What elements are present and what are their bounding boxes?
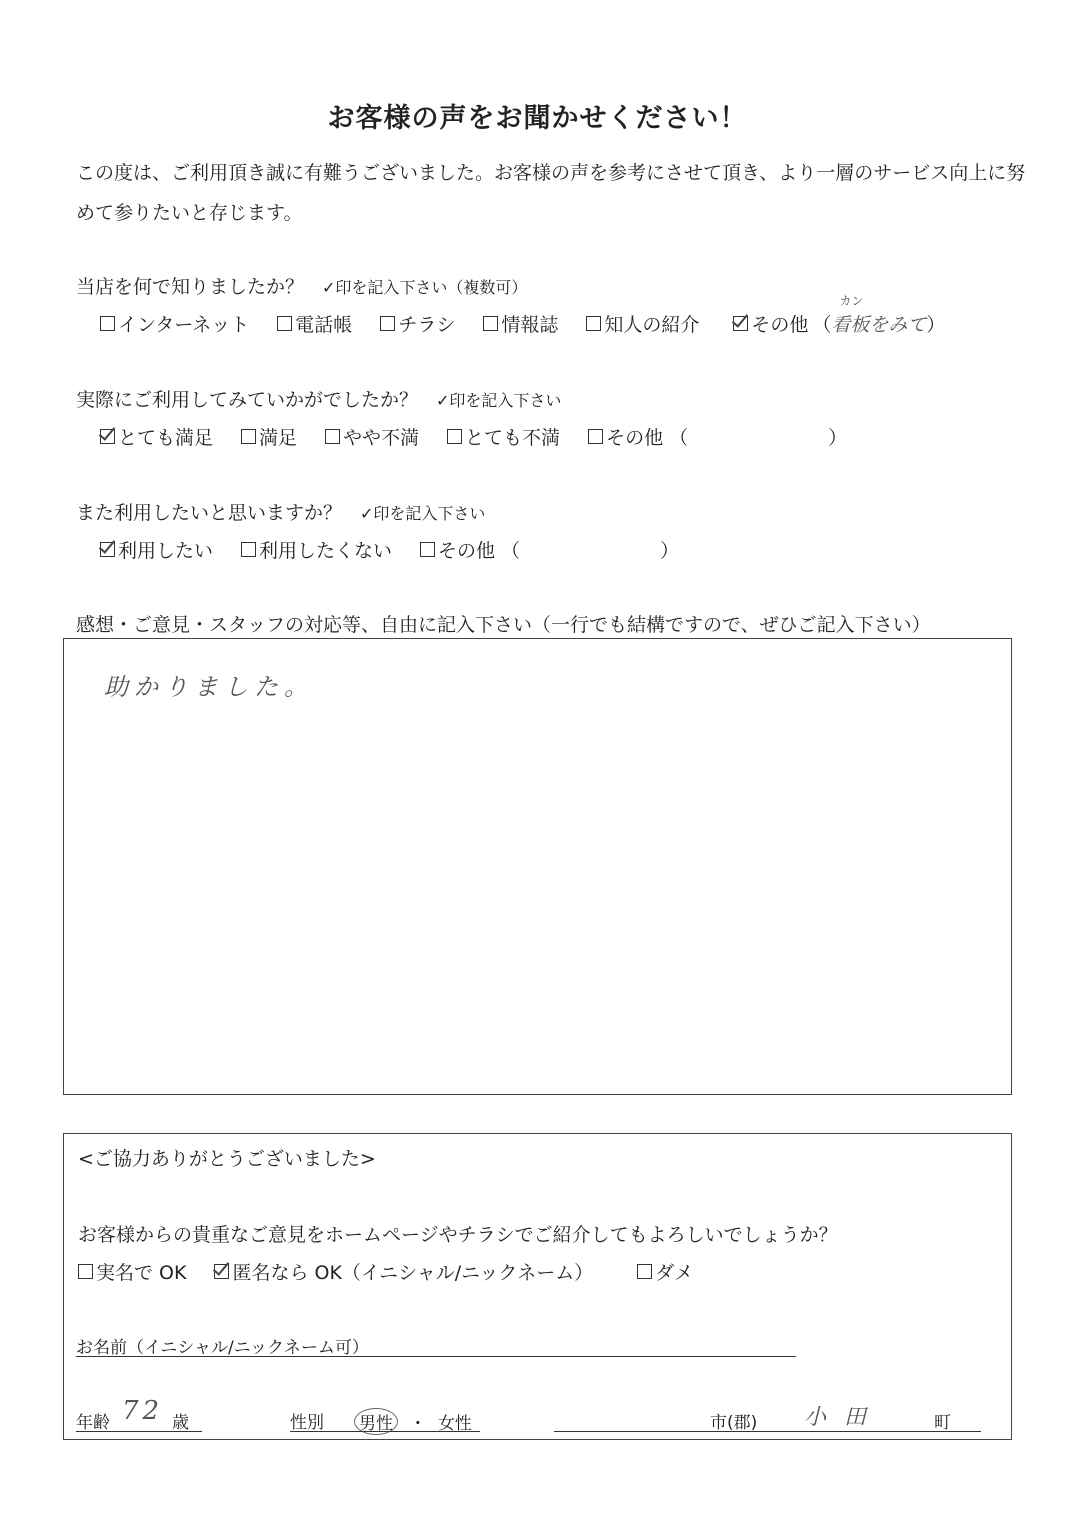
- checkbox[interactable]: [447, 429, 462, 444]
- option-label: インターネット: [118, 314, 250, 336]
- gender-underline: [290, 1431, 480, 1432]
- q2-option-satisfied[interactable]: [241, 423, 297, 450]
- checkbox[interactable]: [586, 316, 601, 331]
- consent-section: [63, 1133, 1012, 1440]
- option-label: ダメ: [655, 1262, 694, 1284]
- checkbox[interactable]: [483, 316, 498, 331]
- q1-other-open: （: [812, 314, 832, 336]
- q3-other-open: （: [501, 540, 521, 562]
- option-label: 電話帳: [295, 314, 353, 336]
- q1-option-flyer[interactable]: [380, 310, 455, 337]
- q3-question: [76, 498, 485, 525]
- city-value[interactable]: 小田: [804, 1405, 885, 1430]
- option-label: チラシ: [398, 314, 456, 336]
- q1-other-answer[interactable]: [831, 294, 927, 337]
- option-label: 匿名なら OK（イニシャル/ニックネーム）: [232, 1262, 594, 1284]
- q1-other-text: 看板をみて: [831, 314, 927, 336]
- age-unit: 歳: [172, 1413, 189, 1433]
- consent-option-no[interactable]: [637, 1258, 693, 1285]
- q2-option-somewhat-dissatisfied[interactable]: [325, 423, 419, 450]
- checkbox-checked[interactable]: [100, 542, 115, 557]
- gender-label: 性別: [290, 1413, 324, 1433]
- q2-option-very-satisfied[interactable]: [100, 423, 213, 450]
- option-label: 満足: [259, 427, 298, 449]
- checkbox[interactable]: [637, 1264, 652, 1279]
- q1-question: [76, 272, 527, 299]
- checkbox[interactable]: [241, 429, 256, 444]
- name-label: お名前（イニシャル/ニックネーム可）: [76, 1338, 369, 1358]
- q2-question: [76, 385, 561, 412]
- consent-option-anonymous[interactable]: [214, 1258, 593, 1285]
- q3-option-other[interactable]: [420, 536, 495, 563]
- comments-textarea[interactable]: [63, 638, 1012, 1095]
- checkbox-checked[interactable]: [733, 316, 748, 331]
- q2-option-very-dissatisfied[interactable]: [447, 423, 560, 450]
- q1-other-close: ）: [926, 314, 946, 336]
- checkbox[interactable]: [100, 316, 115, 331]
- option-label: 実名で OK: [96, 1262, 187, 1284]
- town-label: 町: [934, 1413, 951, 1433]
- option-label: 利用したい: [118, 540, 214, 562]
- q1-option-other[interactable]: [733, 310, 808, 337]
- comments-label: 感想・ご意見・スタッフの対応等、自由に記入下さい（一行でも結構ですので、ぜひご記入下さい）: [76, 614, 931, 636]
- intro-line-1: この度は、ご利用頂き誠に有難うございました。お客様の声を参考にさせて頂き、より一層のサービス向上に努: [76, 162, 1026, 184]
- q2-other-close: ）: [828, 427, 848, 449]
- q1-other-ruby: カン: [839, 294, 864, 308]
- gender-separator: ・: [409, 1414, 427, 1434]
- consent-option-real-name[interactable]: [78, 1258, 186, 1285]
- q2-option-other[interactable]: [588, 423, 663, 450]
- page-title: お客様の声をお聞かせください！: [327, 103, 748, 134]
- q3-other-close: ）: [660, 540, 680, 562]
- age-label: 年齢: [76, 1413, 110, 1433]
- option-label: やや不満: [343, 427, 420, 449]
- intro-line-2: めて参りたいと存じます。: [76, 202, 303, 224]
- checkbox[interactable]: [277, 316, 292, 331]
- q3-options: [100, 536, 679, 563]
- q3-option-no[interactable]: [241, 536, 392, 563]
- checkbox[interactable]: [241, 542, 256, 557]
- q3-option-yes[interactable]: [100, 536, 213, 563]
- checkbox[interactable]: [78, 1264, 93, 1279]
- comments-text: 助かりました。: [104, 673, 314, 701]
- checkbox[interactable]: [420, 542, 435, 557]
- q1-note: ✓印を記入下さい（複数可）: [322, 278, 528, 297]
- address-underline: [554, 1431, 981, 1432]
- consent-question: お客様からの貴重なご意見をホームページやチラシでご紹介してもよろしいでしょうか？: [78, 1224, 838, 1246]
- q2-other-open: （: [669, 427, 689, 449]
- q1-options: [100, 294, 946, 337]
- q1-option-internet[interactable]: [100, 310, 249, 337]
- checkbox[interactable]: [325, 429, 340, 444]
- checkbox[interactable]: [588, 429, 603, 444]
- city-label: 市(郡): [710, 1413, 758, 1433]
- option-label: その他: [438, 540, 496, 562]
- name-field[interactable]: [76, 1356, 796, 1357]
- gender-female[interactable]: 女性: [437, 1414, 472, 1434]
- q1-label: 当店を何で知りましたか？: [76, 276, 305, 298]
- thanks-message: <ご協力ありがとうございました>: [78, 1148, 376, 1170]
- age-value[interactable]: 72: [122, 1396, 164, 1426]
- option-label: 知人の紹介: [604, 314, 700, 336]
- q2-options: [100, 423, 847, 450]
- option-label: その他: [606, 427, 664, 449]
- consent-options: [78, 1258, 721, 1285]
- q1-option-referral[interactable]: [586, 310, 699, 337]
- q3-label: また利用したいと思いますか？: [76, 502, 343, 524]
- age-underline: [76, 1431, 202, 1432]
- option-label: とても満足: [118, 427, 214, 449]
- option-label: 利用したくない: [259, 540, 393, 562]
- q2-label: 実際にご利用してみていかがでしたか？: [76, 389, 419, 411]
- checkbox[interactable]: [380, 316, 395, 331]
- checkbox-checked[interactable]: [214, 1264, 229, 1279]
- gender-male-circled[interactable]: 男性: [354, 1408, 398, 1435]
- option-label: 情報誌: [501, 314, 559, 336]
- q2-note: ✓印を記入下さい: [436, 391, 562, 410]
- q3-note: ✓印を記入下さい: [360, 504, 486, 523]
- q1-option-magazine[interactable]: [483, 310, 558, 337]
- option-label: その他: [751, 314, 809, 336]
- q1-option-phonebook[interactable]: [277, 310, 352, 337]
- option-label: とても不満: [465, 427, 561, 449]
- checkbox-checked[interactable]: [100, 429, 115, 444]
